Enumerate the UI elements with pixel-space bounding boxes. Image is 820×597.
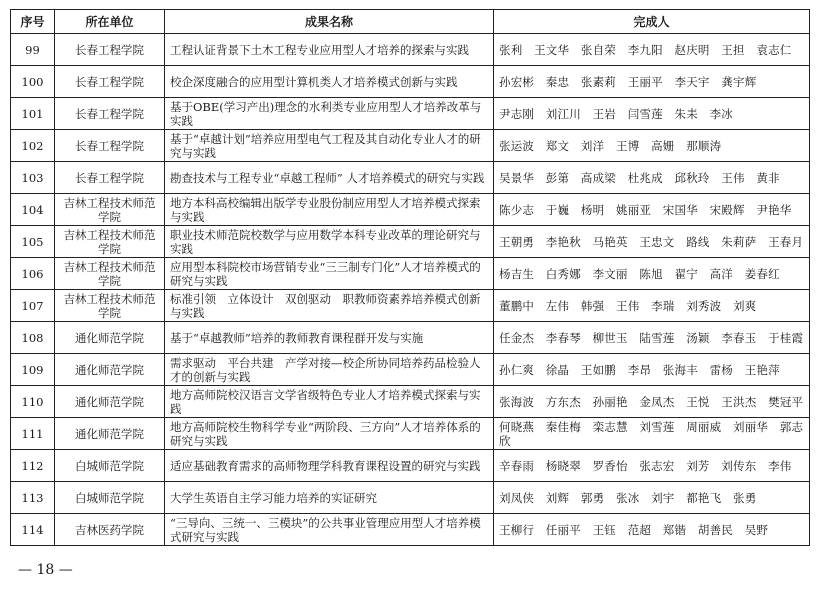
row-no: 102: [11, 130, 55, 162]
row-unit: 长春工程学院: [55, 130, 165, 162]
row-no: 100: [11, 66, 55, 98]
row-no: 105: [11, 226, 55, 258]
row-people: 尹志刚 刘江川 王岩 闫雪莲 朱耒 李冰: [494, 98, 810, 130]
table-row: [11, 290, 810, 322]
header-unit: 所在单位: [55, 10, 165, 34]
table-row: [11, 130, 810, 162]
row-no: 113: [11, 482, 55, 514]
row-title: 基于“卓越教师”培养的教师教育课程群开发与实施: [165, 322, 494, 354]
row-people: 孙仁爽 徐晶 王如鹏 李昂 张海丰 雷杨 王艳萍: [494, 354, 810, 386]
row-people: 孙宏彬 秦忠 张素莉 王丽平 李天宇 龚宇辉: [494, 66, 810, 98]
row-unit: 白城师范学院: [55, 450, 165, 482]
page-number: — 18 —: [18, 562, 73, 578]
table-header-row: [11, 10, 810, 34]
table-row: [11, 162, 810, 194]
row-people: 陈少志 于巍 杨明 姚丽亚 宋国华 宋殿辉 尹艳华: [494, 194, 810, 226]
row-title: “三导向、三统一、三模块”的公共事业管理应用型人才培养模式研究与实践: [165, 514, 494, 546]
table-row: [11, 226, 810, 258]
row-title: 基于“卓越计划”培养应用型电气工程及其自动化专业人才的研究与实践: [165, 130, 494, 162]
row-title: 基于OBE(学习产出)理念的水利类专业应用型人才培养改革与实践: [165, 98, 494, 130]
row-unit: 通化师范学院: [55, 418, 165, 450]
row-unit: 长春工程学院: [55, 162, 165, 194]
row-title: 地方高师院校生物科学专业“两阶段、三方向”人才培养体系的研究与实践: [165, 418, 494, 450]
row-unit: 通化师范学院: [55, 354, 165, 386]
awards-table: [10, 9, 810, 546]
row-no: 104: [11, 194, 55, 226]
row-unit: 白城师范学院: [55, 482, 165, 514]
table-row: [11, 34, 810, 66]
row-people: 张利 王文华 张自荣 李九阳 赵庆明 王担 袁志仁: [494, 34, 810, 66]
row-title: 勘查技术与工程专业“卓越工程师” 人才培养模式的研究与实践: [165, 162, 494, 194]
row-no: 112: [11, 450, 55, 482]
table-row: [11, 354, 810, 386]
header-people: 完成人: [494, 10, 810, 34]
row-people: 刘凤侠 刘辉 郭勇 张冰 刘宇 都艳飞 张勇: [494, 482, 810, 514]
row-unit: 吉林医药学院: [55, 514, 165, 546]
row-unit: 吉林工程技术师范学院: [55, 290, 165, 322]
row-no: 111: [11, 418, 55, 450]
header-no: 序号: [11, 10, 55, 34]
table-row: [11, 514, 810, 546]
row-title: 地方本科高校编辑出版学专业股份制应用型人才培养模式探索与实践: [165, 194, 494, 226]
row-unit: 长春工程学院: [55, 66, 165, 98]
row-no: 110: [11, 386, 55, 418]
table-row: [11, 418, 810, 450]
row-people: 吴景华 彭第 高成梁 杜兆成 邱秋玲 王伟 黄非: [494, 162, 810, 194]
header-title: 成果名称: [165, 10, 494, 34]
row-people: 任金杰 李春琴 柳世玉 陆雪莲 汤颖 李春玉 于桂霞: [494, 322, 810, 354]
row-no: 114: [11, 514, 55, 546]
table-row: [11, 258, 810, 290]
row-title: 适应基础教育需求的高师物理学科教育课程设置的研究与实践: [165, 450, 494, 482]
row-title: 应用型本科院校市场营销专业“三三制专门化”人才培养模式的研究与实践: [165, 258, 494, 290]
row-people: 何晓燕 秦佳梅 栾志慧 刘雪莲 周丽威 刘丽华 郭志欣: [494, 418, 810, 450]
row-people: 董鹏中 左伟 韩强 王伟 李瑞 刘秀波 刘爽: [494, 290, 810, 322]
table-row: [11, 98, 810, 130]
row-people: 张海波 方东杰 孙丽艳 金凤杰 王悦 王洪杰 樊冠平: [494, 386, 810, 418]
row-no: 109: [11, 354, 55, 386]
row-unit: 吉林工程技术师范学院: [55, 258, 165, 290]
row-no: 106: [11, 258, 55, 290]
row-unit: 吉林工程技术师范学院: [55, 226, 165, 258]
table-row: [11, 450, 810, 482]
row-people: 杨吉生 白秀娜 李文丽 陈旭 翟宁 高洋 姜春红: [494, 258, 810, 290]
row-title: 校企深度融合的应用型计算机类人才培养模式创新与实践: [165, 66, 494, 98]
row-title: 职业技术师范院校数学与应用数学本科专业改革的理论研究与实践: [165, 226, 494, 258]
row-people: 王朝勇 李艳秋 马艳英 王忠文 路线 朱莉萨 王春月: [494, 226, 810, 258]
row-people: 辛春雨 杨晓翠 罗香怡 张志宏 刘芳 刘传东 李伟: [494, 450, 810, 482]
row-no: 107: [11, 290, 55, 322]
row-unit: 长春工程学院: [55, 98, 165, 130]
table-row: [11, 482, 810, 514]
table-row: [11, 322, 810, 354]
row-title: 地方高师院校汉语言文学省级特色专业人才培养模式探索与实践: [165, 386, 494, 418]
row-no: 101: [11, 98, 55, 130]
row-no: 108: [11, 322, 55, 354]
row-title: 标准引领 立体设计 双创驱动 职教师资素养培养模式创新与实践: [165, 290, 494, 322]
table-row: [11, 386, 810, 418]
row-no: 99: [11, 34, 55, 66]
row-title: 需求驱动 平台共建 产学对接—校企所协同培养药品检验人才的创新与实践: [165, 354, 494, 386]
row-no: 103: [11, 162, 55, 194]
row-unit: 吉林工程技术师范学院: [55, 194, 165, 226]
row-people: 张运波 郑文 刘洋 王博 高姗 那顺涛: [494, 130, 810, 162]
row-unit: 长春工程学院: [55, 34, 165, 66]
row-people: 王柳行 任丽平 王钰 范超 郑锴 胡善民 吴野: [494, 514, 810, 546]
row-title: 工程认证背景下土木工程专业应用型人才培养的探索与实践: [165, 34, 494, 66]
row-title: 大学生英语自主学习能力培养的实证研究: [165, 482, 494, 514]
row-unit: 通化师范学院: [55, 322, 165, 354]
table-row: [11, 194, 810, 226]
row-unit: 通化师范学院: [55, 386, 165, 418]
table-row: [11, 66, 810, 98]
